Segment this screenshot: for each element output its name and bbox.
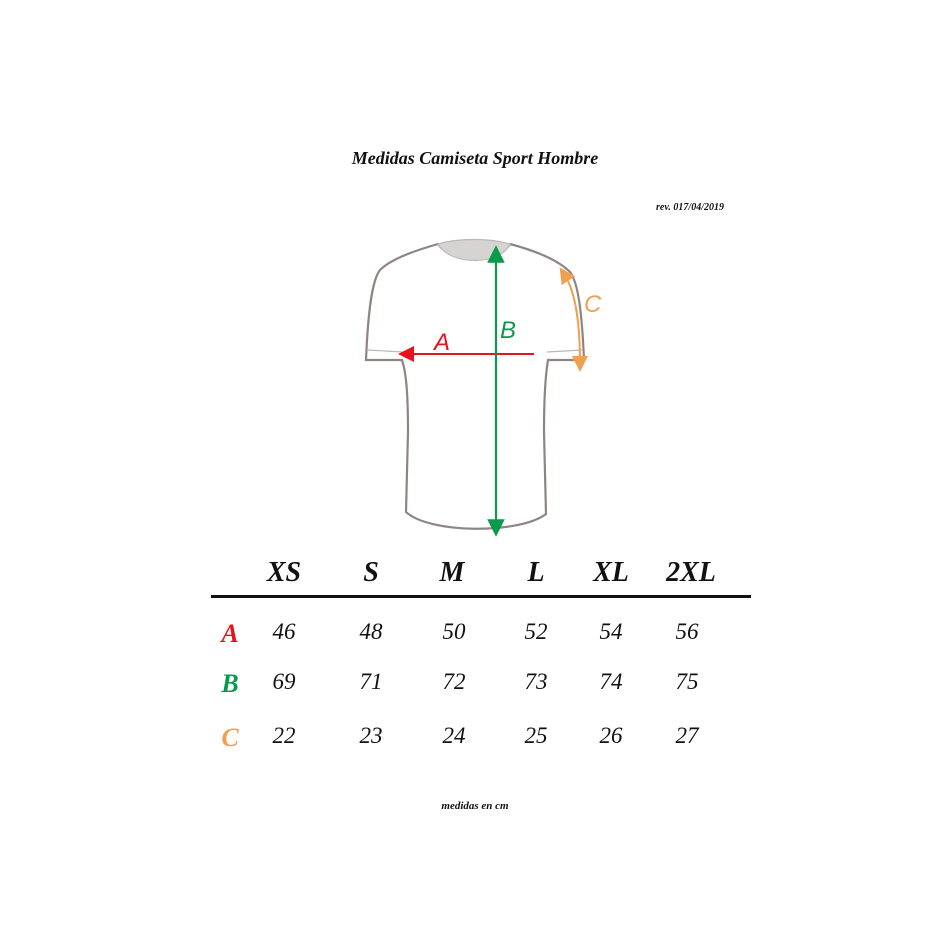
tshirt-outline (366, 244, 584, 529)
size-header-m: M (439, 557, 465, 588)
table-cell: 46 (272, 619, 296, 644)
table-cell: 22 (272, 723, 296, 748)
size-header-2xl: 2XL (666, 557, 716, 588)
table-cell: 72 (442, 669, 466, 694)
size-header-xs: XS (266, 557, 302, 588)
table-row (0, 723, 950, 759)
label-a: A (434, 329, 451, 356)
size-header-row (0, 557, 950, 597)
table-cell: 73 (524, 669, 548, 694)
size-header-xl: XL (593, 557, 629, 588)
label-c: C (584, 291, 602, 318)
page-title: Medidas Camiseta Sport Hombre (351, 148, 599, 168)
size-header-l: L (527, 557, 545, 588)
table-cell: 56 (675, 619, 699, 644)
table-cell: 26 (599, 723, 623, 748)
table-cell: 50 (442, 619, 466, 644)
table-cell: 71 (359, 669, 383, 694)
row-label-c: C (221, 723, 239, 752)
units-note: medidas en cm (441, 800, 509, 812)
label-b: B (500, 317, 517, 344)
table-cell: 27 (675, 723, 699, 748)
size-header-s: S (363, 557, 379, 588)
tshirt-diagram (340, 232, 610, 542)
table-cell: 52 (524, 619, 548, 644)
table-row (0, 669, 950, 705)
table-cell: 23 (359, 723, 383, 748)
table-cell: 48 (359, 619, 383, 644)
table-cell: 24 (442, 723, 466, 748)
header-divider (211, 595, 751, 598)
row-label-b: B (221, 669, 239, 698)
table-cell: 75 (675, 669, 699, 694)
table-cell: 54 (599, 619, 623, 644)
table-cell: 25 (524, 723, 548, 748)
revision-date: rev. 017/04/2019 (656, 202, 724, 213)
table-cell: 74 (599, 669, 623, 694)
row-label-a: A (221, 619, 239, 648)
table-cell: 69 (272, 669, 296, 694)
table-row (0, 619, 950, 655)
